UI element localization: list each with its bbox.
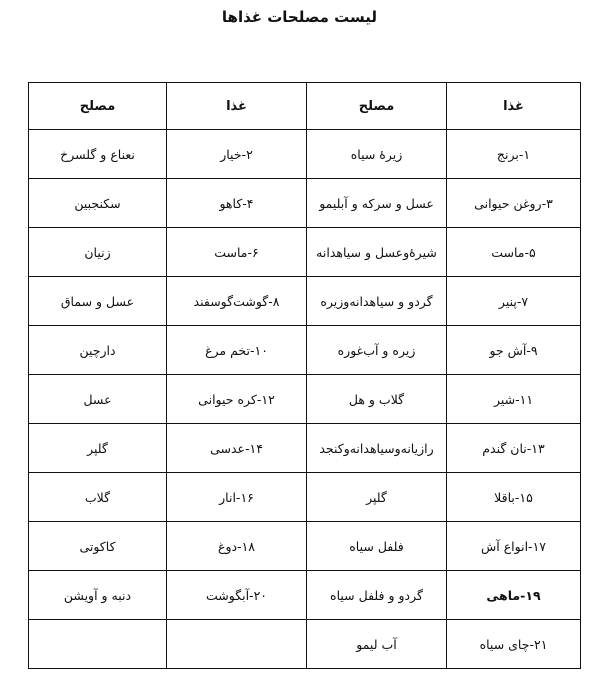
food-cell: ۱۷-انواع آش <box>447 522 581 571</box>
food-cell: ۱-برنج <box>447 130 581 179</box>
food-cell: ۲۱-چای سیاه <box>447 620 581 669</box>
food-cell: ۱۴-عدسی <box>167 424 307 473</box>
remedy-cell: رازیانه‌وسیاهدانه‌وکنجد <box>307 424 447 473</box>
remedy-cell: کاکوتی <box>29 522 167 571</box>
food-cell: ۱۸-دوغ <box>167 522 307 571</box>
food-cell: ۱۵-باقلا <box>447 473 581 522</box>
remedy-cell: آب لیمو <box>307 620 447 669</box>
food-remedy-table <box>28 82 581 669</box>
table-row <box>29 571 581 620</box>
remedy-cell: گلپر <box>29 424 167 473</box>
remedy-cell: نعناع و گلسرخ <box>29 130 167 179</box>
food-cell: ۱۳-نان گندم <box>447 424 581 473</box>
table-row <box>29 179 581 228</box>
remedy-cell: زیرهٔ سیاه <box>307 130 447 179</box>
food-cell: ۵-ماست <box>447 228 581 277</box>
table-row <box>29 130 581 179</box>
header-remedy-right: مصلح <box>307 83 447 130</box>
food-cell: ۲۰-آبگوشت <box>167 571 307 620</box>
table-row <box>29 277 581 326</box>
remedy-cell: عسل و سرکه و آبلیمو <box>307 179 447 228</box>
food-cell: ۱۲-کره حیوانی <box>167 375 307 424</box>
food-cell: ۶-ماست <box>167 228 307 277</box>
food-cell: ۱۱-شیر <box>447 375 581 424</box>
table-row <box>29 375 581 424</box>
food-cell: ۳-روغن حیوانی <box>447 179 581 228</box>
table-row <box>29 228 581 277</box>
page-title: لیست مصلحات غذاها <box>221 8 378 26</box>
food-cell <box>167 620 307 669</box>
food-cell: ۷-پنیر <box>447 277 581 326</box>
remedy-cell: عسل و سماق <box>29 277 167 326</box>
food-cell: ۱۰-تخم مرغ <box>167 326 307 375</box>
header-food-right: غذا <box>447 83 581 130</box>
food-cell: ۸-گوشت‌گوسفند <box>167 277 307 326</box>
food-cell: ۹-آش جو <box>447 326 581 375</box>
remedy-cell: فلفل سیاه <box>307 522 447 571</box>
food-cell: ۲-خیار <box>167 130 307 179</box>
remedy-cell: گردو و فلفل سیاه <box>307 571 447 620</box>
food-cell: ۱۹-ماهی <box>447 571 581 620</box>
table-row <box>29 620 581 669</box>
remedy-cell: عسل <box>29 375 167 424</box>
remedy-cell: زیره و آب‌غوره <box>307 326 447 375</box>
table-row <box>29 522 581 571</box>
table-header-row <box>29 83 581 130</box>
remedy-cell: زنیان <box>29 228 167 277</box>
remedy-cell: گلاب <box>29 473 167 522</box>
remedy-cell: دنبه و آویشن <box>29 571 167 620</box>
remedy-cell: سکنجبین <box>29 179 167 228</box>
remedy-cell: گلاب و هل <box>307 375 447 424</box>
table-row <box>29 473 581 522</box>
remedy-cell: گردو و سیاهدانه‌وزیره <box>307 277 447 326</box>
food-cell: ۱۶-انار <box>167 473 307 522</box>
header-food-left: غذا <box>167 83 307 130</box>
header-remedy-left: مصلح <box>29 83 167 130</box>
table-row <box>29 424 581 473</box>
remedy-cell: گلپر <box>307 473 447 522</box>
table-row <box>29 326 581 375</box>
remedy-cell: دارچین <box>29 326 167 375</box>
food-cell: ۴-کاهو <box>167 179 307 228</box>
remedy-cell: شیرهٔ‌وعسل و سیاهدانه <box>307 228 447 277</box>
remedy-cell <box>29 620 167 669</box>
